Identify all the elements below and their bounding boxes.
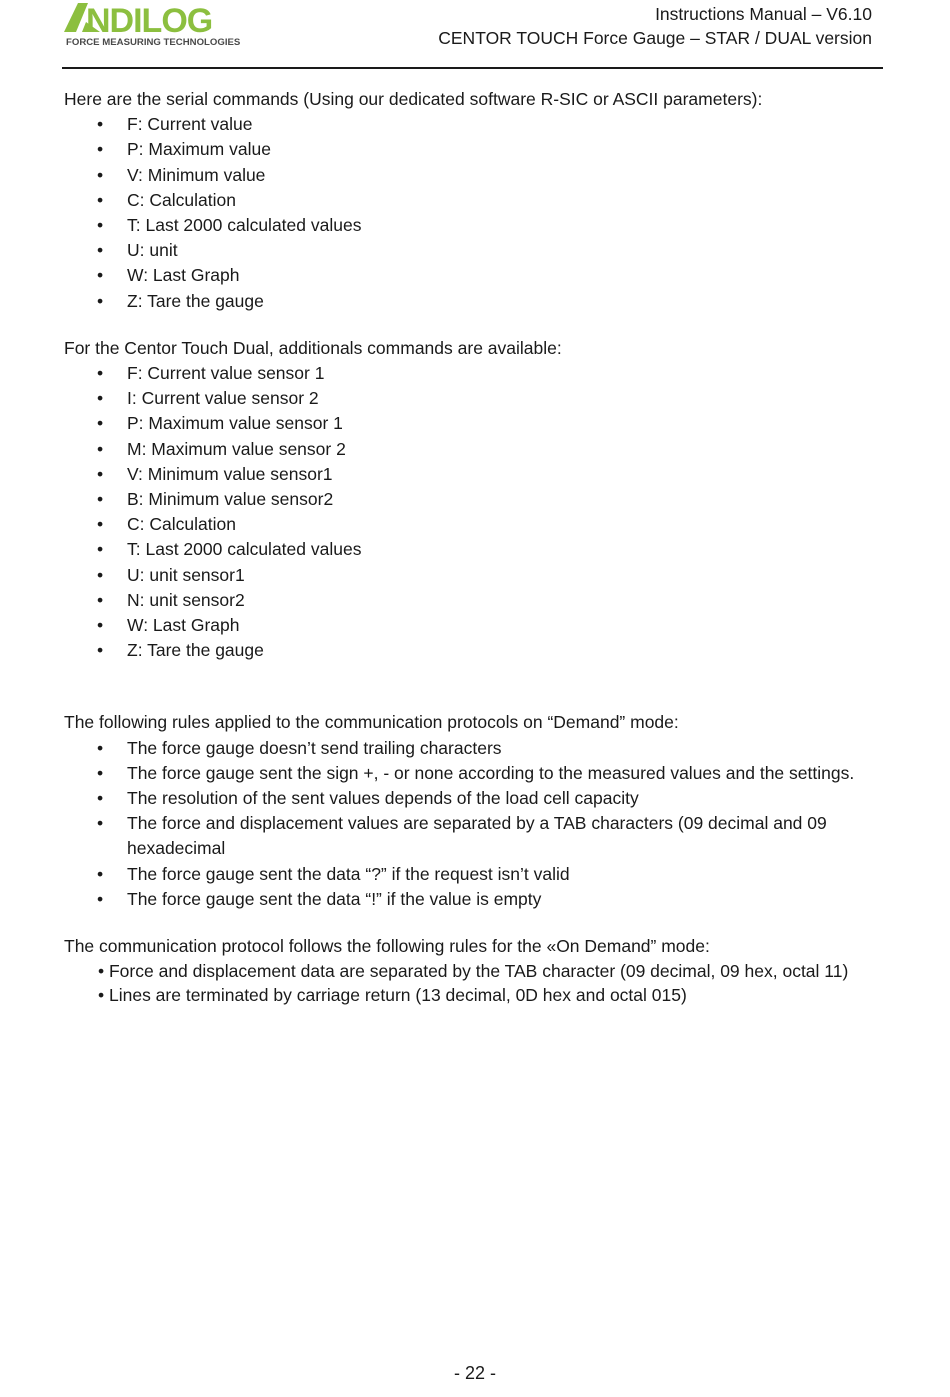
bullet-icon: •	[97, 762, 104, 783]
list-item: • B: Minimum value sensor2	[64, 487, 894, 512]
list-item: • V: Minimum value	[64, 163, 894, 188]
protocol-rule-line: • Force and displacement data are separated by the TAB character (09 decimal, 09 hex, octal 11)	[98, 961, 849, 982]
dual-commands-list	[64, 361, 894, 663]
bullet-icon: •	[97, 463, 104, 484]
list-item: • U: unit sensor1	[64, 563, 894, 588]
svg-text:FORCE MEASURING TECHNOLOGIES: FORCE MEASURING TECHNOLOGIES	[66, 37, 241, 48]
list-item: • The force gauge sent the data “!” if the value is empty	[64, 887, 894, 912]
list-item: • F: Current value sensor 1	[64, 361, 894, 386]
on-demand-protocol-intro: The communication protocol follows the following rules for the «On Demand” mode:	[64, 936, 710, 957]
list-item: • The force gauge sent the data “?” if the request isn’t valid	[64, 862, 894, 887]
bullet-icon: •	[97, 215, 104, 236]
list-item: • The force gauge sent the sign +, - or none according to the measured values and the settings.	[64, 761, 894, 786]
bullet-icon: •	[97, 564, 104, 585]
bullet-icon: •	[97, 363, 104, 384]
list-item: • Z: Tare the gauge	[64, 638, 894, 663]
demand-rules-list	[64, 736, 894, 912]
list-item: • N: unit sensor2	[64, 588, 894, 613]
bullet-icon: •	[97, 438, 104, 459]
list-item: • M: Maximum value sensor 2	[64, 437, 894, 462]
bullet-icon: •	[97, 888, 104, 909]
spacer	[64, 912, 894, 934]
serial-commands-intro: Here are the serial commands (Using our dedicated software R-SIC or ASCII parameters):	[64, 89, 763, 109]
demand-rules-intro: The following rules applied to the communication protocols on “Demand” mode:	[64, 712, 679, 733]
bullet-icon: •	[97, 539, 104, 560]
bullet-icon: •	[97, 489, 104, 510]
manual-version: Instructions Manual – V6.10	[655, 4, 872, 24]
list-item: • The force and displacement values are separated by a TAB characters (09 decimal and 09 hexadecimal	[97, 813, 827, 859]
list-item: • V: Minimum value sensor1	[64, 462, 894, 487]
list-item: • The resolution of the sent values depends of the load cell capacity	[64, 786, 894, 811]
list-item: • Z: Tare the gauge	[64, 289, 894, 314]
bullet-icon: •	[97, 189, 104, 210]
bullet-icon: •	[97, 863, 104, 884]
bullet-icon: •	[97, 737, 104, 758]
list-item: • The force gauge doesn’t send trailing characters	[64, 736, 894, 761]
list-item: • C: Calculation	[64, 512, 894, 537]
bullet-icon: •	[97, 139, 104, 160]
list-item: • W: Last Graph	[64, 263, 894, 288]
dual-commands-intro: For the Centor Touch Dual, additionals commands are available:	[64, 337, 562, 358]
list-item: • U: unit	[64, 238, 894, 263]
serial-commands-list	[64, 112, 894, 314]
bullet-icon: •	[97, 589, 104, 610]
page-content	[64, 87, 894, 1007]
bullet-icon: •	[97, 640, 104, 661]
list-item: • P: Maximum value	[64, 137, 894, 162]
bullet-icon: •	[97, 290, 104, 311]
header-divider	[62, 67, 883, 69]
bullet-icon: •	[97, 514, 104, 535]
list-item: • I: Current value sensor 2	[64, 386, 894, 411]
svg-text:NDILOG: NDILOG	[86, 2, 213, 40]
bullet-icon: •	[97, 788, 104, 809]
protocol-rule-line: • Lines are terminated by carriage return (13 decimal, 0D hex and octal 015)	[98, 985, 687, 1006]
list-item: • T: Last 2000 calculated values	[64, 537, 894, 562]
andilog-logo	[64, 2, 260, 48]
list-item: • W: Last Graph	[64, 613, 894, 638]
page-number: - 22 -	[453, 1363, 496, 1383]
product-name: CENTOR TOUCH Force Gauge – STAR / DUAL version	[438, 28, 872, 48]
spacer	[64, 663, 894, 710]
bullet-icon: •	[97, 164, 104, 185]
document-header	[438, 2, 872, 50]
bullet-icon: •	[97, 413, 104, 434]
bullet-icon: •	[97, 615, 104, 636]
bullet-icon: •	[97, 813, 104, 834]
bullet-icon: •	[97, 265, 104, 286]
spacer	[64, 314, 894, 336]
list-item: • T: Last 2000 calculated values	[64, 213, 894, 238]
bullet-icon: •	[97, 114, 104, 135]
list-item: • F: Current value	[64, 112, 894, 137]
bullet-icon: •	[97, 240, 104, 261]
list-item: • P: Maximum value sensor 1	[64, 411, 894, 436]
list-item: • C: Calculation	[64, 188, 894, 213]
bullet-icon: •	[97, 388, 104, 409]
